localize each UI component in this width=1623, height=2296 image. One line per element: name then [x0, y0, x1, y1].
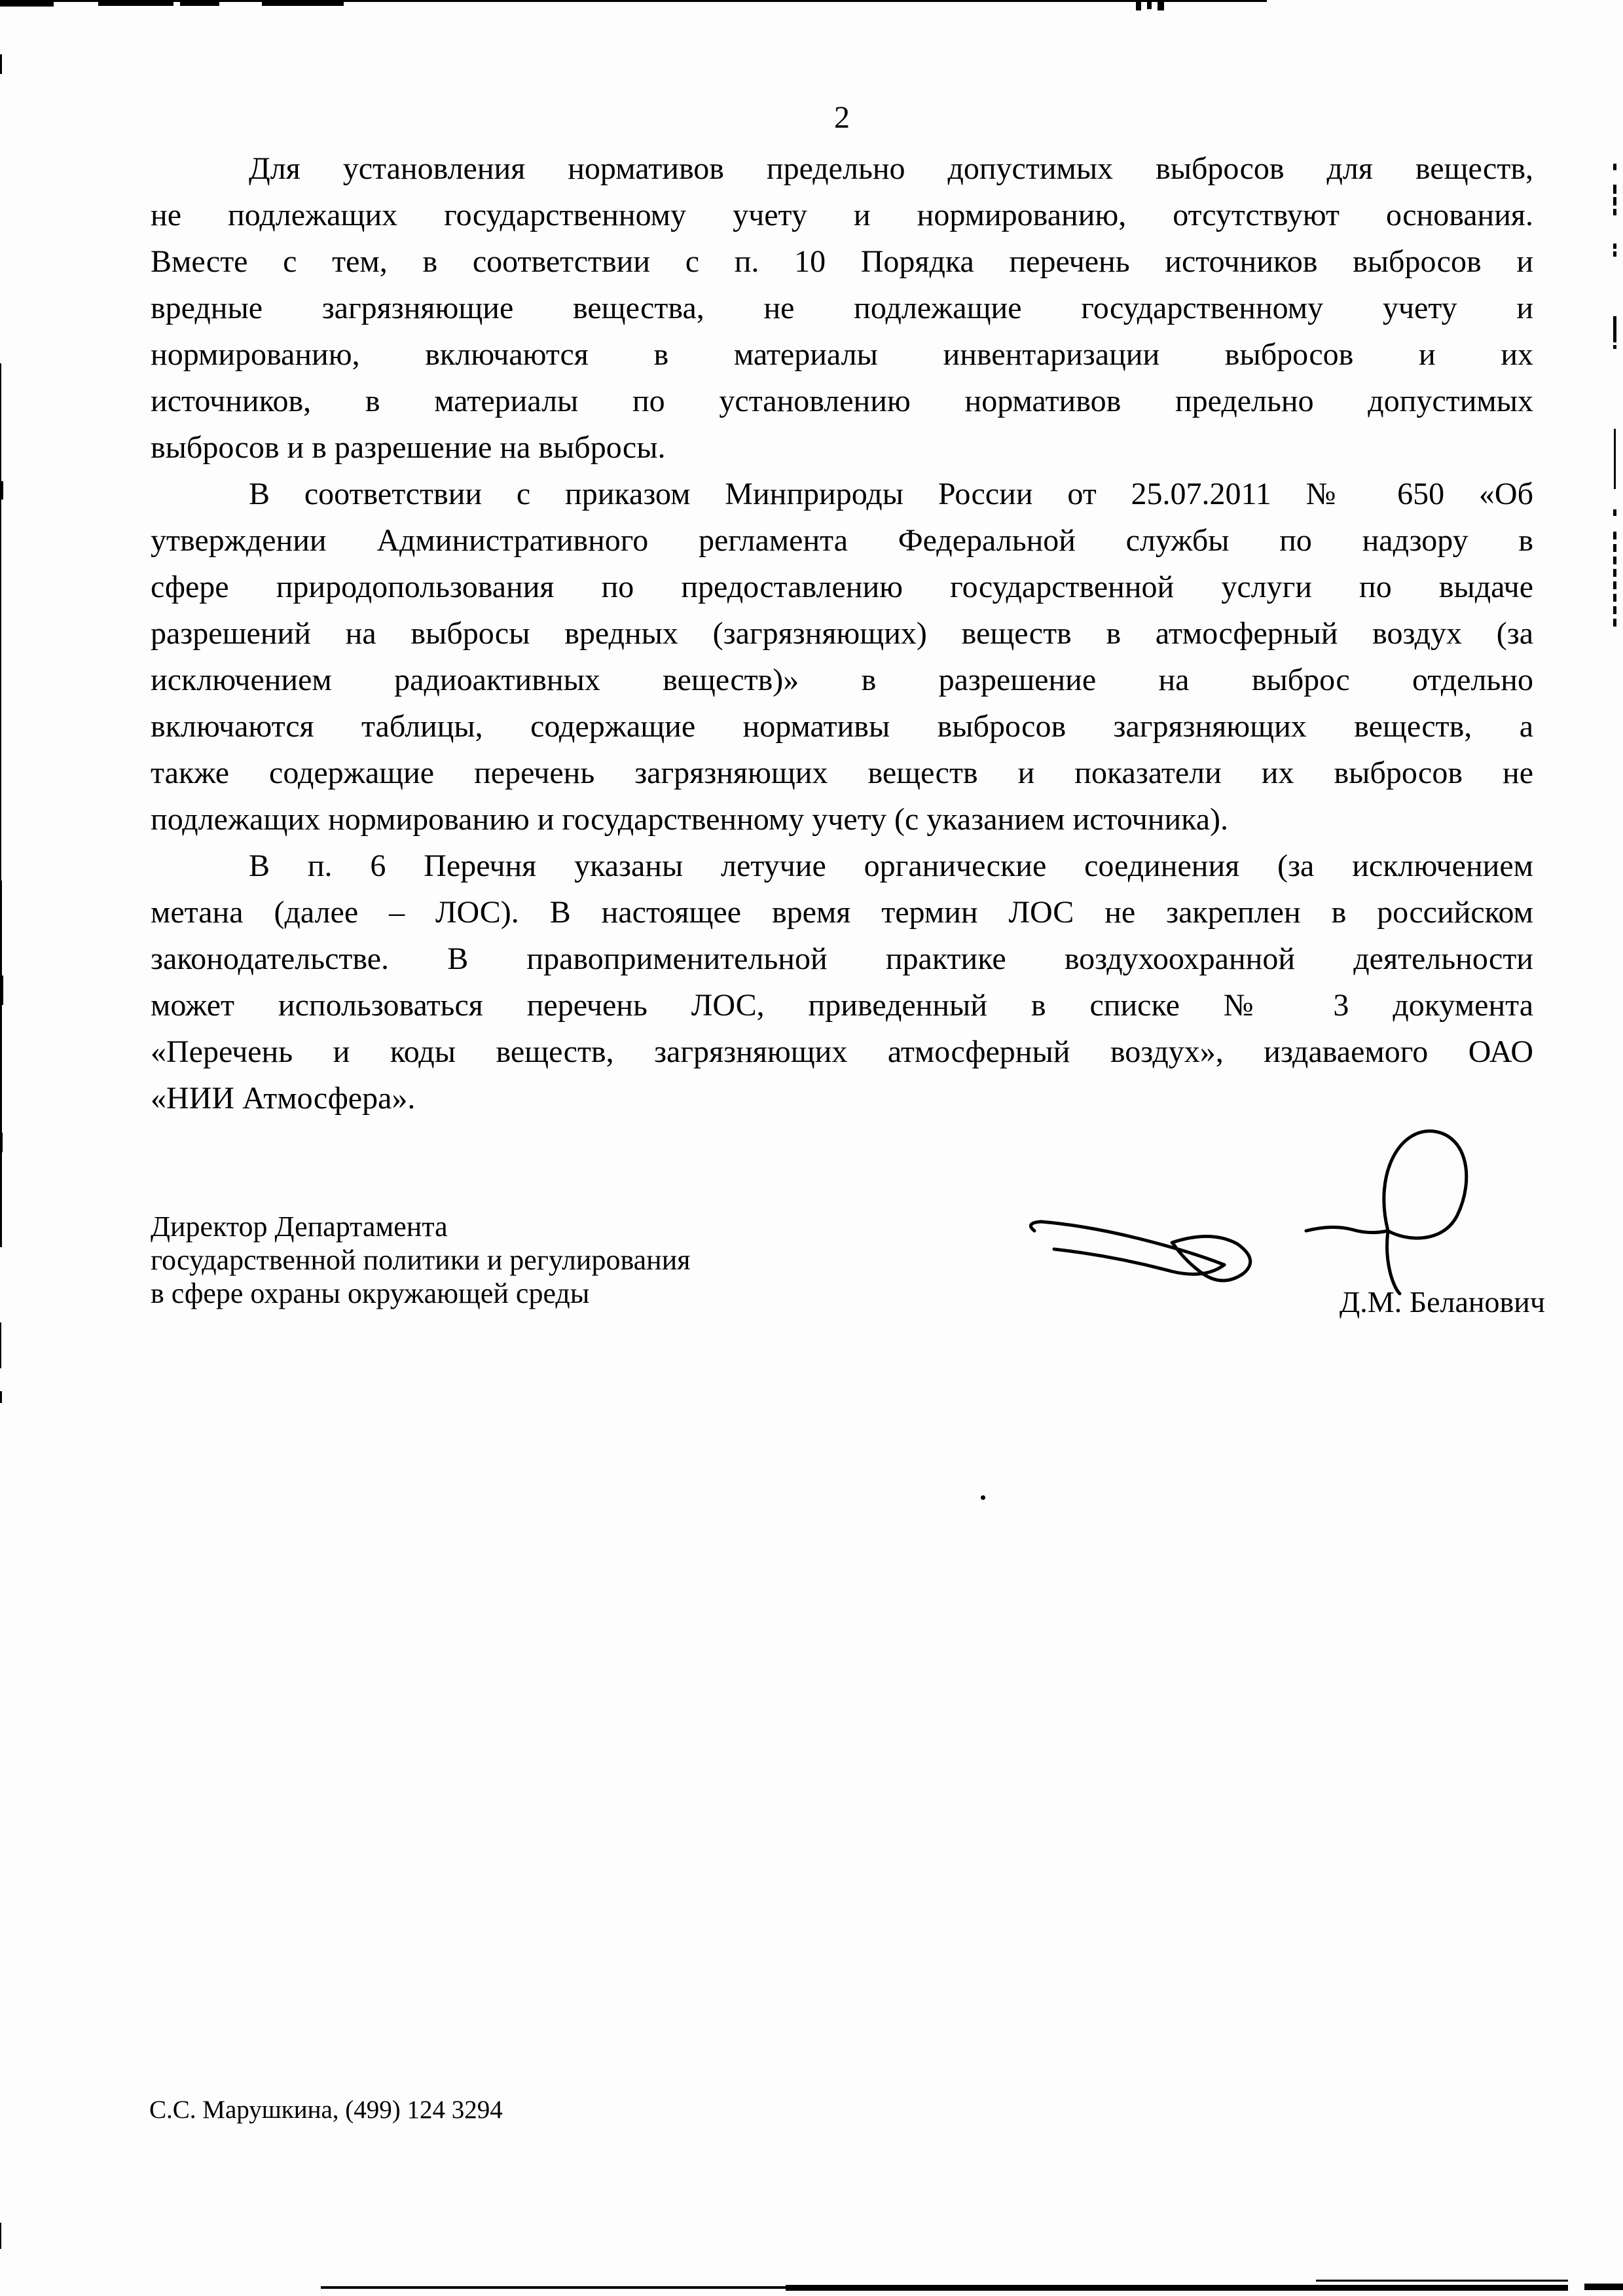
scan-artifact-left-edge [0, 1322, 1, 1368]
scan-artifact-left-edge [0, 1391, 2, 1403]
text-line: подлежащих нормированию и государственному учету (с указанием источника). [151, 802, 1229, 837]
scan-artifact-top-tick [1147, 0, 1152, 9]
scan-artifact-right-edge [1613, 244, 1616, 249]
text-line: не подлежащих государственному учету и нормированию, отсутствуют основания. [151, 198, 1533, 232]
text-line: может использоваться перечень ЛОС, приведенный в списке № 3 документа [151, 988, 1533, 1023]
scan-artifact-left-edge [0, 881, 2, 1247]
text-line: В п. 6 Перечня указаны летучие органические соединения (за исключением [249, 848, 1533, 883]
text-line: исключением радиоактивных веществ)» в разрешение на выброс отдельно [151, 663, 1533, 697]
text-line: включаются таблицы, содержащие нормативы выбросов загрязняющих веществ, а [151, 709, 1533, 744]
scan-artifact-left-edge [0, 481, 3, 500]
scan-artifact-top-edge [0, 0, 54, 7]
text-line: сфере природопользования по предоставлению государственной услуги по выдаче [151, 570, 1533, 604]
scan-artifact-ink-dot [981, 1495, 985, 1500]
scan-artifact-right-edge [1613, 197, 1616, 206]
text-line: «НИИ Атмосфера». [151, 1081, 416, 1116]
text-line: Для установления нормативов предельно допустимых выбросов для веществ, [249, 151, 1533, 186]
page-number: 2 [834, 100, 850, 135]
text-line: утверждении Административного регламента Федеральной службы по надзору в [151, 523, 1533, 558]
scan-artifact-right-edge [1613, 251, 1616, 257]
scan-artifact-left-edge [0, 975, 3, 1005]
text-line: законодательстве. В правоприменительной практике воздухоохранной деятельности [151, 941, 1533, 976]
paragraph [151, 843, 1533, 1121]
text-line: разрешений на выбросы вредных (загрязняющих) веществ в атмосферный воздух (за [151, 616, 1533, 651]
executor-contact: С.С. Марушкина, (499) 124 3294 [149, 2096, 503, 2124]
scan-artifact-bottom-edge [321, 2286, 786, 2289]
scan-artifact-left-edge [0, 2223, 1, 2249]
text-line: Директор Департамента [151, 1211, 448, 1243]
text-line: выбросов и в разрешение на выбросы. [151, 430, 666, 465]
text-line: государственной политики и регулирования [151, 1244, 691, 1276]
scan-artifact-right-edge-dashes [1613, 532, 1616, 630]
text-line: Вместе с тем, в соответствии с п. 10 Порядка перечень источников выбросов и [151, 244, 1533, 279]
text-line: источников, в материалы по установлению нормативов предельно допустимых [151, 384, 1533, 418]
scan-artifact-top-edge [180, 0, 219, 6]
scan-artifact-top-edge [98, 0, 173, 6]
text-line: также содержащие перечень загрязняющих веществ и показатели их выбросов не [151, 756, 1533, 790]
scan-artifact-top-edge [262, 0, 344, 6]
scan-artifact-right-edge [1613, 185, 1616, 194]
scan-artifact-right-edge [1613, 316, 1616, 342]
scan-artifact-top-tick [1158, 0, 1164, 10]
scan-artifact-right-edge [1613, 345, 1616, 349]
scan-artifact-right-edge [1613, 509, 1616, 516]
signer-name: Д.М. Беланович [1339, 1285, 1545, 1319]
paragraph [151, 471, 1533, 843]
scan-artifact-bottom-edge [1584, 2284, 1623, 2290]
scan-artifact-bottom-edge [1316, 2280, 1568, 2282]
paragraph [151, 145, 1533, 471]
signatory-title [151, 1210, 936, 1310]
text-line: в сфере охраны окружающей среды [151, 1277, 590, 1309]
scan-artifact-left-edge [0, 1133, 3, 1152]
text-line: В соответствии с приказом Минприроды России от 25.07.2011 № 650 «Об [249, 477, 1533, 511]
text-line: «Перечень и коды веществ, загрязняющих атмосферный воздух», издаваемого ОАО [151, 1034, 1533, 1069]
scan-artifact-top-tick [1136, 0, 1141, 10]
text-line: нормированию, включаются в материалы инвентаризации выбросов и их [151, 337, 1533, 372]
scan-artifact-left-edge [0, 54, 2, 74]
text-line: метана (далее – ЛОС). В настоящее время термин ЛОС не закреплен в российском [151, 895, 1533, 930]
text-line: вредные загрязняющие вещества, не подлежащие государственному учету и [151, 291, 1533, 325]
scan-artifact-right-edge [1613, 164, 1616, 170]
scan-artifact-left-edge [0, 363, 1, 881]
scan-artifact-bottom-edge [786, 2285, 1568, 2291]
signature-scribble [1008, 1093, 1565, 1309]
scan-artifact-right-edge [1613, 209, 1616, 215]
scan-artifact-right-edge [1614, 429, 1616, 489]
document-body [151, 145, 1533, 1121]
